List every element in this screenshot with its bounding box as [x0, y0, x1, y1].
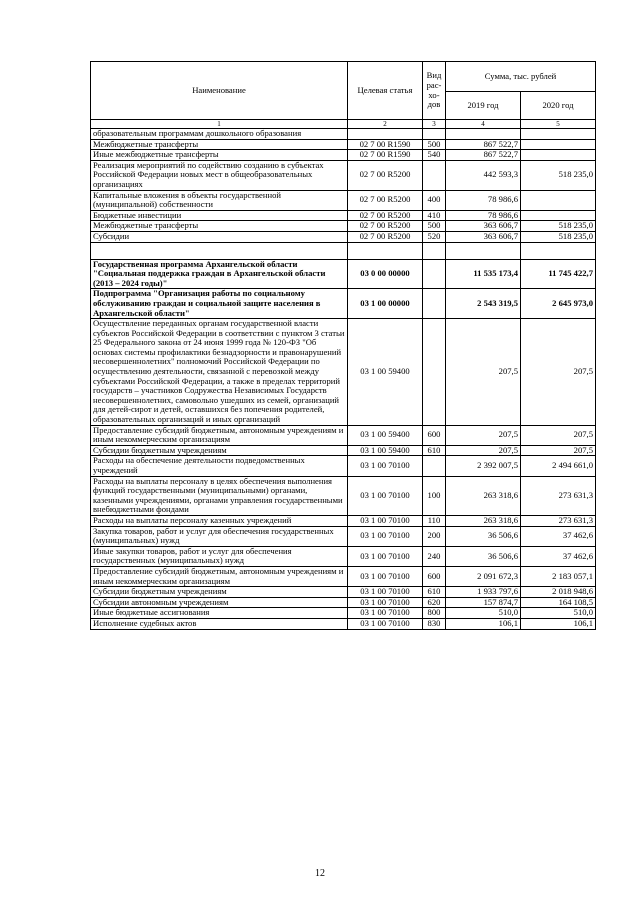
row-name: Субсидии автономным учреждениям: [91, 597, 348, 608]
header-year-2020: 2020 год: [521, 92, 596, 120]
row-sum-2020: 273 631,3: [521, 476, 596, 515]
row-target-code: [348, 242, 423, 259]
row-target-code: 02 7 00 R5200: [348, 160, 423, 190]
table-row: [91, 526, 596, 546]
header-kind: Вид рас-хо-дов: [423, 62, 446, 120]
row-sum-2020: 207,5: [521, 319, 596, 426]
row-expense-kind: 200: [423, 526, 446, 546]
row-sum-2019: 867 522,7: [446, 139, 521, 150]
row-sum-2019: 442 593,3: [446, 160, 521, 190]
table-row: [91, 190, 596, 210]
row-name: Межбюджетные трансферты: [91, 221, 348, 232]
row-name: Реализация мероприятий по содействию созданию в субъектах Российской Федерации новых мест в общеобразовательных организациях: [91, 160, 348, 190]
row-expense-kind: [423, 129, 446, 140]
row-name: Иные бюджетные ассигнования: [91, 608, 348, 619]
row-expense-kind: 600: [423, 566, 446, 586]
header-sum: Сумма, тыс. рублей: [446, 62, 596, 92]
row-sum-2019: 207,5: [446, 445, 521, 456]
row-sum-2019: [446, 129, 521, 140]
row-name: Субсидии бюджетным учреждениям: [91, 587, 348, 598]
row-sum-2020: 2 183 057,1: [521, 566, 596, 586]
row-sum-2019: 11 535 173,4: [446, 259, 521, 289]
row-sum-2019: 263 318,6: [446, 476, 521, 515]
row-expense-kind: 500: [423, 139, 446, 150]
row-sum-2019: 207,5: [446, 319, 521, 426]
row-target-code: 02 7 00 R5200: [348, 190, 423, 210]
row-name: Субсидии: [91, 231, 348, 242]
table-row: [91, 231, 596, 242]
row-target-code: 02 7 00 R1590: [348, 139, 423, 150]
row-sum-2019: 2 543 319,5: [446, 289, 521, 319]
row-name: Межбюджетные трансферты: [91, 139, 348, 150]
row-name: Государственная программа Архангельской области "Социальная поддержка граждан в Архангельской области (2013 – 2024 годы)": [91, 259, 348, 289]
column-number: 4: [446, 120, 521, 129]
row-name: Предоставление субсидий бюджетным, автономным учреждениям и иным некоммерческим организациям: [91, 425, 348, 445]
row-target-code: 03 1 00 70100: [348, 566, 423, 586]
row-target-code: 03 1 00 70100: [348, 476, 423, 515]
row-target-code: 03 1 00 70100: [348, 597, 423, 608]
row-sum-2019: 157 874,7: [446, 597, 521, 608]
table-row: [91, 515, 596, 526]
row-expense-kind: 800: [423, 608, 446, 619]
row-expense-kind: [423, 319, 446, 426]
row-expense-kind: 110: [423, 515, 446, 526]
row-expense-kind: 620: [423, 597, 446, 608]
table-row: [91, 546, 596, 566]
row-expense-kind: 600: [423, 425, 446, 445]
row-sum-2019: 36 506,6: [446, 546, 521, 566]
row-target-code: 03 1 00 59400: [348, 445, 423, 456]
row-sum-2020: 2 018 948,6: [521, 587, 596, 598]
row-name: Закупка товаров, работ и услуг для обеспечения государственных (муниципальных) нужд: [91, 526, 348, 546]
row-sum-2020: 164 108,5: [521, 597, 596, 608]
row-target-code: 03 1 00 70100: [348, 587, 423, 598]
row-sum-2020: 207,5: [521, 425, 596, 445]
row-name: образовательным программам дошкольного образования: [91, 129, 348, 140]
row-sum-2020: 106,1: [521, 618, 596, 629]
row-expense-kind: 540: [423, 150, 446, 161]
table-header-row: [91, 62, 596, 92]
table-row: [91, 597, 596, 608]
row-expense-kind: 240: [423, 546, 446, 566]
table-row: [91, 129, 596, 140]
header-name: Наименование: [91, 62, 348, 120]
row-expense-kind: [423, 160, 446, 190]
column-number: 5: [521, 120, 596, 129]
table-row: [91, 242, 596, 259]
header-year-2019: 2019 год: [446, 92, 521, 120]
page-number: 12: [315, 868, 325, 879]
header-target: Целевая статья: [348, 62, 423, 120]
table-row: [91, 456, 596, 476]
row-sum-2020: 518 235,0: [521, 160, 596, 190]
row-name: Осуществление переданных органам государственной власти субъектов Российской Федерации в соответствии с пунктом 3 статьи 25 Федерального закона от 24 июня 1999 года № 120-ФЗ "Об основах системы профилактики безнадзорности и правонарушений несовершеннолетних" полномочий Российской Федерации по осуществлению деятельности, связанной с перевозкой между субъектами Российской Федерации, а также в пределах территорий государств – участников Содружества Независимых Государств несовершеннолетних, самовольно ушедших из семей, организаций для детей-сирот и детей, оставшихся без попечения родителей, образовательных организаций и иных организаций: [91, 319, 348, 426]
row-sum-2020: 2 494 661,0: [521, 456, 596, 476]
row-target-code: [348, 129, 423, 140]
table-row: [91, 139, 596, 150]
row-sum-2020: [521, 210, 596, 221]
table-row: [91, 319, 596, 426]
row-expense-kind: 500: [423, 221, 446, 232]
row-name: Иные закупки товаров, работ и услуг для обеспечения государственных (муниципальных) нужд: [91, 546, 348, 566]
row-name: Капитальные вложения в объекты государственной (муниципальной) собственности: [91, 190, 348, 210]
row-expense-kind: [423, 289, 446, 319]
row-name: Субсидии бюджетным учреждениям: [91, 445, 348, 456]
row-target-code: 02 7 00 R1590: [348, 150, 423, 161]
row-expense-kind: 410: [423, 210, 446, 221]
row-sum-2019: 78 986,6: [446, 210, 521, 221]
row-sum-2019: 106,1: [446, 618, 521, 629]
table-row: [91, 445, 596, 456]
row-sum-2020: 518 235,0: [521, 221, 596, 232]
table-row: [91, 618, 596, 629]
row-sum-2020: [521, 190, 596, 210]
column-number: 3: [423, 120, 446, 129]
row-sum-2020: 518 235,0: [521, 231, 596, 242]
row-sum-2020: 2 645 973,0: [521, 289, 596, 319]
row-target-code: 03 0 00 00000: [348, 259, 423, 289]
row-target-code: 02 7 00 R5200: [348, 221, 423, 232]
row-sum-2020: [521, 129, 596, 140]
column-number: 2: [348, 120, 423, 129]
row-target-code: 03 1 00 70100: [348, 618, 423, 629]
row-name: Исполнение судебных актов: [91, 618, 348, 629]
row-sum-2020: [521, 150, 596, 161]
row-expense-kind: 100: [423, 476, 446, 515]
row-target-code: 03 1 00 59400: [348, 319, 423, 426]
row-sum-2019: 207,5: [446, 425, 521, 445]
row-name: Расходы на обеспечение деятельности подведомственных учреждений: [91, 456, 348, 476]
table-row: [91, 476, 596, 515]
table-row: [91, 259, 596, 289]
row-sum-2019: 2 091 672,3: [446, 566, 521, 586]
row-name: Подпрограмма "Организация работы по социальному обслуживанию граждан и социальной защите населения в Архангельской области": [91, 289, 348, 319]
row-expense-kind: 610: [423, 587, 446, 598]
row-name: Иные межбюджетные трансферты: [91, 150, 348, 161]
table-row: [91, 221, 596, 232]
row-sum-2020: 37 462,6: [521, 546, 596, 566]
table-row: [91, 150, 596, 161]
row-target-code: 03 1 00 70100: [348, 526, 423, 546]
row-sum-2019: 363 606,7: [446, 231, 521, 242]
row-sum-2020: 510,0: [521, 608, 596, 619]
row-name: Расходы на выплаты персоналу казенных учреждений: [91, 515, 348, 526]
row-sum-2019: 36 506,6: [446, 526, 521, 546]
row-sum-2019: 867 522,7: [446, 150, 521, 161]
row-target-code: 03 1 00 70100: [348, 456, 423, 476]
row-sum-2020: [521, 242, 596, 259]
row-sum-2019: 363 606,7: [446, 221, 521, 232]
row-sum-2019: 510,0: [446, 608, 521, 619]
row-expense-kind: 610: [423, 445, 446, 456]
row-expense-kind: 520: [423, 231, 446, 242]
table-row: [91, 425, 596, 445]
row-sum-2019: 1 933 797,6: [446, 587, 521, 598]
row-sum-2020: 207,5: [521, 445, 596, 456]
row-target-code: 02 7 00 R5200: [348, 231, 423, 242]
table-row: [91, 587, 596, 598]
row-expense-kind: [423, 259, 446, 289]
column-number: 1: [91, 120, 348, 129]
row-sum-2020: 37 462,6: [521, 526, 596, 546]
row-name: Предоставление субсидий бюджетным, автономным учреждениям и иным некоммерческим организациям: [91, 566, 348, 586]
table-row: [91, 210, 596, 221]
row-expense-kind: [423, 242, 446, 259]
table-row: [91, 289, 596, 319]
row-sum-2019: 78 986,6: [446, 190, 521, 210]
row-target-code: 03 1 00 70100: [348, 546, 423, 566]
row-sum-2019: [446, 242, 521, 259]
table-row: [91, 566, 596, 586]
table-row: [91, 160, 596, 190]
row-expense-kind: 830: [423, 618, 446, 629]
row-target-code: 02 7 00 R5200: [348, 210, 423, 221]
row-target-code: 03 1 00 00000: [348, 289, 423, 319]
column-numbers-row: [91, 120, 596, 129]
row-name: Расходы на выплаты персоналу в целях обеспечения выполнения функций государственными (муниципальными) органами, казенными учреждениями, органами управления государственными внебюджетными фондами: [91, 476, 348, 515]
row-sum-2020: [521, 139, 596, 150]
row-target-code: 03 1 00 59400: [348, 425, 423, 445]
row-sum-2019: 263 318,6: [446, 515, 521, 526]
row-sum-2020: 273 631,3: [521, 515, 596, 526]
row-sum-2019: 2 392 007,5: [446, 456, 521, 476]
row-expense-kind: 400: [423, 190, 446, 210]
row-name: [91, 242, 348, 259]
budget-table: [90, 61, 596, 630]
table-row: [91, 608, 596, 619]
row-name: Бюджетные инвестиции: [91, 210, 348, 221]
row-target-code: 03 1 00 70100: [348, 515, 423, 526]
row-target-code: 03 1 00 70100: [348, 608, 423, 619]
row-expense-kind: [423, 456, 446, 476]
row-sum-2020: 11 745 422,7: [521, 259, 596, 289]
